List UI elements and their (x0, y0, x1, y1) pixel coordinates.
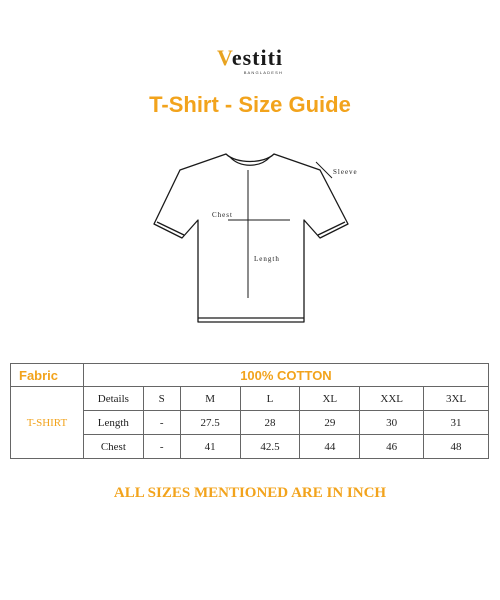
sleeve-label: Sleeve (333, 168, 358, 176)
tshirt-diagram (140, 140, 380, 340)
size-table (10, 363, 489, 459)
table-cell: 29 (300, 411, 360, 435)
table-cell: 44 (300, 435, 360, 459)
length-label: Length (254, 255, 280, 263)
fabric-value: 100% COTTON (83, 364, 488, 387)
table-cell: - (143, 435, 180, 459)
header-row (11, 387, 489, 411)
table-cell: 30 (360, 411, 424, 435)
product-label: T-SHIRT (11, 387, 84, 459)
table-cell: 46 (360, 435, 424, 459)
header-cell: 3XL (424, 387, 489, 411)
brand-tagline: BANGLADESH (243, 70, 284, 75)
table-cell: 41 (180, 435, 240, 459)
header-cell: Details (83, 387, 143, 411)
table-cell: 27.5 (180, 411, 240, 435)
brand-initial: V (216, 45, 232, 70)
size-table-wrapper (10, 363, 489, 459)
table-cell: 48 (424, 435, 489, 459)
header-cell: M (180, 387, 240, 411)
chest-label: Chest (212, 211, 233, 219)
table-cell: 31 (424, 411, 489, 435)
table-cell: - (143, 411, 180, 435)
fabric-label: Fabric (11, 364, 84, 387)
header-cell: XXL (360, 387, 424, 411)
table-cell: 28 (240, 411, 300, 435)
inch-note: ALL SIZES MENTIONED ARE IN INCH (113, 485, 387, 501)
table-cell: 42.5 (240, 435, 300, 459)
page-title: T-Shirt - Size Guide (149, 92, 351, 117)
header-cell: S (143, 387, 180, 411)
row-label: Length (83, 411, 143, 435)
fabric-row (11, 364, 489, 387)
brand-logo (0, 47, 500, 79)
header-cell: L (240, 387, 300, 411)
tshirt-outline (154, 154, 348, 322)
brand-name: Vestiti (216, 45, 284, 70)
row-label: Chest (83, 435, 143, 459)
header-cell: XL (300, 387, 360, 411)
